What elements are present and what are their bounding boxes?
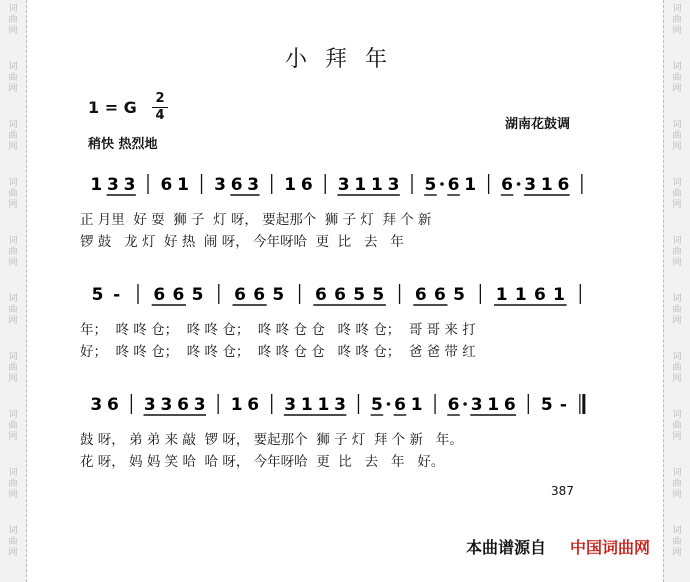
note-digit: 1 — [495, 285, 508, 305]
song-title: 小拜年 — [284, 47, 405, 72]
note-digit: 1 — [300, 395, 313, 415]
watermark-char: 曲 — [672, 363, 682, 373]
watermark-char: 曲 — [672, 305, 682, 315]
watermark-char: 网 — [8, 200, 18, 210]
watermark-char: 网 — [8, 490, 18, 500]
watermark-char: 曲 — [8, 363, 18, 373]
watermark-char: 网 — [672, 142, 682, 152]
watermark-char: 词 — [672, 410, 682, 420]
watermark-char: 曲 — [8, 15, 18, 25]
note-digit: 6 — [434, 285, 446, 305]
note-digit: 1 — [354, 175, 367, 195]
lyric-line-1-verse-2: 锣 鼓 龙 灯 好 热 闹 呀， 今年呀哈 更 比 去 年 — [80, 234, 404, 250]
note-digit: 5 — [91, 285, 104, 305]
watermark-char: 词 — [672, 62, 682, 72]
watermark-char: 词 — [8, 4, 18, 14]
watermark-char: 词 — [672, 236, 682, 246]
note-digit: 3 — [90, 395, 103, 415]
watermark-char: 曲 — [8, 537, 18, 547]
note-digit: 1 — [177, 175, 189, 195]
lyric-line-3-verse-1: 鼓 呀， 弟 弟 来 敲 锣 呀， 要起那个 狮 子 灯 拜 个 新 年。 — [80, 432, 463, 448]
watermark-char: 曲 — [672, 15, 682, 25]
note-digit: 5 — [272, 285, 285, 305]
watermark-char: 网 — [8, 26, 18, 36]
note-digit: 6 — [247, 395, 260, 415]
time-numerator: 2 — [155, 91, 165, 106]
watermark-char: 曲 — [8, 247, 18, 257]
note-digit: 3 — [214, 175, 226, 195]
watermark-char: 曲 — [8, 131, 18, 141]
watermark-char: 词 — [8, 410, 18, 420]
note-digit: 1 — [540, 175, 553, 195]
note-digit: 6 — [557, 175, 570, 195]
note-digit: 3 — [470, 395, 483, 415]
note-digit: 6 — [447, 175, 460, 195]
watermark-char: 词 — [672, 4, 682, 14]
watermark-char: 网 — [672, 548, 682, 558]
watermark-char: 词 — [672, 468, 682, 478]
watermark-char: 网 — [8, 258, 18, 268]
watermark-char: 网 — [8, 84, 18, 94]
watermark-char: 词 — [8, 120, 18, 130]
watermark-char: 词 — [8, 178, 18, 188]
lyric-line-2-verse-2: 好； 咚 咚 仓； 咚 咚 仓； 咚 咚 仓 仓 咚 咚 仓； 爸 爸 带 红 — [80, 344, 476, 360]
watermark-char: 曲 — [672, 73, 682, 83]
note-digit: 6 — [107, 395, 119, 415]
note-digit: 6 — [447, 395, 460, 415]
note-digit: 3 — [387, 175, 400, 195]
source-site: 中国词曲网 — [569, 538, 650, 557]
note-digit: 3 — [143, 395, 156, 415]
note-digit: 6 — [394, 395, 406, 415]
watermark-char: 曲 — [672, 247, 682, 257]
watermark-char: 网 — [672, 84, 682, 94]
key-signature: 1 = G — [88, 98, 137, 117]
note-digit: 6 — [503, 395, 516, 415]
note-digit: - — [113, 285, 121, 305]
note-digit: 1 — [553, 285, 565, 305]
note-digit: 1 — [410, 395, 423, 415]
watermark-char: 词 — [672, 178, 682, 188]
note-digit: 1 — [317, 395, 330, 415]
augmentation-dot — [463, 402, 467, 406]
watermark-char: 词 — [672, 526, 682, 536]
watermark-char: 词 — [8, 468, 18, 478]
note-digit: 6 — [234, 285, 246, 305]
augmentation-dot — [517, 182, 521, 186]
note-digit: 1 — [487, 395, 500, 415]
watermark-char: 网 — [672, 490, 682, 500]
note-digit: 6 — [314, 285, 327, 305]
note-digit: 3 — [107, 175, 119, 195]
note-digit: 6 — [153, 285, 166, 305]
watermark-char: 曲 — [8, 421, 18, 431]
note-digit: 3 — [334, 395, 346, 415]
watermark-char: 网 — [672, 200, 682, 210]
watermark-char: 网 — [672, 316, 682, 326]
note-digit: 1 — [284, 175, 297, 195]
augmentation-dot — [387, 402, 391, 406]
note-digit: 5 — [191, 285, 204, 305]
lyric-line-1-verse-1: 正 月里 好 耍 狮 子 灯 呀， 要起那个 狮 子 灯 拜 个 新 — [80, 212, 432, 228]
watermark-char: 词 — [672, 352, 682, 362]
note-digit: 5 — [353, 285, 366, 305]
watermark-char: 网 — [8, 374, 18, 384]
watermark-char: 网 — [672, 432, 682, 442]
note-digit: 3 — [337, 175, 350, 195]
source-label: 本曲谱源自 — [465, 538, 546, 557]
page-number: 387 — [551, 484, 574, 498]
note-digit: 6 — [300, 175, 313, 195]
watermark-char: 网 — [8, 316, 18, 326]
watermark-char: 词 — [672, 120, 682, 130]
watermark-char: 词 — [8, 352, 18, 362]
watermark-char: 曲 — [8, 189, 18, 199]
note-digit: 3 — [123, 175, 136, 195]
watermark-char: 曲 — [8, 73, 18, 83]
watermark-char: 网 — [672, 258, 682, 268]
watermark-char: 词 — [8, 236, 18, 246]
note-digit: 1 — [514, 285, 527, 305]
note-digit: 1 — [230, 395, 243, 415]
tempo-marking: 稍快 热烈地 — [88, 137, 158, 152]
note-digit: 6 — [334, 285, 346, 305]
watermark-char: 曲 — [672, 479, 682, 489]
watermark-char: 网 — [8, 548, 18, 558]
note-digit: 5 — [540, 395, 553, 415]
note-digit: 1 — [371, 175, 383, 195]
note-digit: 5 — [371, 395, 383, 415]
watermark-char: 词 — [8, 526, 18, 536]
augmentation-dot — [440, 182, 444, 186]
watermark-char: 曲 — [8, 305, 18, 315]
watermark-char: 网 — [8, 432, 18, 442]
lyric-line-3-verse-2: 花 呀， 妈 妈 笑 哈 哈 呀， 今年呀哈 更 比 去 年 好。 — [80, 454, 445, 470]
note-digit: - — [559, 395, 567, 415]
watermark-char: 曲 — [8, 479, 18, 489]
watermark-char: 网 — [672, 26, 682, 36]
watermark-char: 词 — [672, 294, 682, 304]
time-denominator: 4 — [155, 108, 165, 123]
note-digit: 6 — [533, 285, 546, 305]
note-digit: 6 — [501, 175, 513, 195]
note-digit: 6 — [253, 285, 266, 305]
note-digit: 1 — [464, 175, 477, 195]
note-digit: 3 — [524, 175, 537, 195]
watermark-char: 曲 — [672, 189, 682, 199]
note-digit: 6 — [160, 175, 173, 195]
watermark-char: 网 — [672, 374, 682, 384]
watermark-char: 词 — [8, 294, 18, 304]
lyric-line-2-verse-1: 年； 咚 咚 仓； 咚 咚 仓； 咚 咚 仓 仓 咚 咚 仓； 哥 哥 来 打 — [80, 322, 476, 338]
note-digit: 5 — [424, 175, 437, 195]
watermark-char: 网 — [8, 142, 18, 152]
watermark-char: 词 — [8, 62, 18, 72]
note-digit: 3 — [284, 395, 297, 415]
note-digit: 1 — [90, 175, 103, 195]
watermark-char: 曲 — [672, 131, 682, 141]
watermark-char: 曲 — [672, 421, 682, 431]
source-credit — [466, 535, 650, 558]
watermark-char: 曲 — [672, 537, 682, 547]
note-digit: 6 — [172, 285, 185, 305]
note-digit: 3 — [247, 175, 260, 195]
note-digit: 3 — [160, 395, 173, 415]
note-digit: 6 — [177, 395, 189, 415]
note-digit: 3 — [193, 395, 206, 415]
note-digit: 5 — [453, 285, 466, 305]
note-digit: 6 — [414, 285, 427, 305]
origin-label: 湖南花鼓调 — [505, 117, 571, 132]
note-digit: 6 — [230, 175, 243, 195]
note-digit: 5 — [372, 285, 385, 305]
